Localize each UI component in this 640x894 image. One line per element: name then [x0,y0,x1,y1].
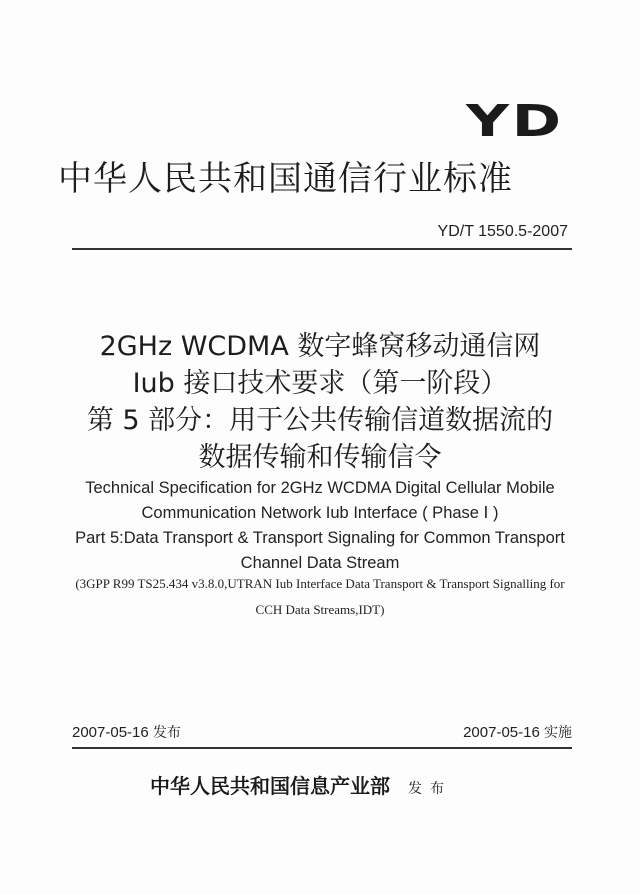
issue-label: 发布 [152,725,181,741]
publisher-action: 发布 [408,781,452,797]
top-divider [72,248,572,250]
publisher-organization: 中华人民共和国信息产业部 [150,774,390,798]
equivalence-note [40,571,600,623]
yd-logo [466,96,576,148]
english-title-line: Part 5:Data Transport & Transport Signaling for Common Transport [75,529,565,547]
yd-logo-mark: YD [466,96,564,147]
standard-number: YD/T 1550.5-2007 [437,223,568,240]
equivalence-note-line: (3GPP R99 TS25.434 v3.8.0,UTRAN Iub Interface Data Transport & Transport Signalling for [75,576,565,591]
chinese-title-line: 第 5 部分：用于公共传输信道数据流的 [86,405,554,436]
equivalence-note-line: CCH Data Streams,IDT) [255,602,385,617]
effective-date: 2007-05-16 [463,724,540,741]
chinese-title-line: Iub 接口技术要求（第一阶段） [132,368,508,399]
chinese-title [40,328,600,476]
effective-date-block [463,722,572,742]
english-title-line: Channel Data Stream [240,554,400,572]
effective-label: 实施 [544,725,572,741]
standard-category-title: 中华人民共和国通信行业标准 [58,159,513,199]
dates-row [72,722,572,742]
publisher-line [150,770,510,799]
issue-date-block [72,722,181,742]
chinese-title-line: 2GHz WCDMA 数字蜂窝移动通信网 [99,331,541,362]
chinese-title-line: 数据传输和传输信令 [198,442,442,473]
english-title [40,476,600,576]
english-title-line: Communication Network Iub Interface ( Phase Ⅰ ) [141,504,499,522]
bottom-divider [72,747,572,749]
issue-date: 2007-05-16 [72,724,149,741]
english-title-line: Technical Specification for 2GHz WCDMA Digital Cellular Mobile [85,479,555,497]
